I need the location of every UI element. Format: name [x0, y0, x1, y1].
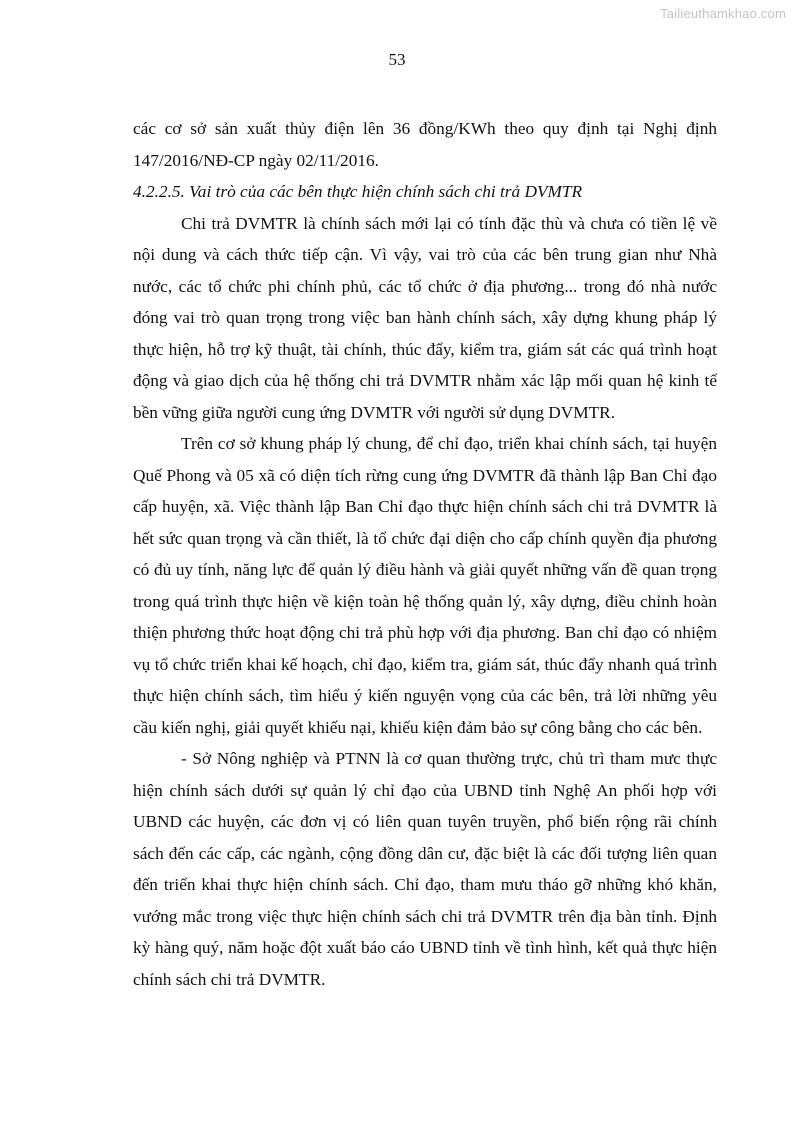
watermark: Tailieuthamkhao.com [660, 6, 786, 21]
paragraph-continuation: các cơ sở sản xuất thủy điện lên 36 đồng/KWh theo quy định tại Nghị định 147/2016/NĐ-CP ngày 02/11/2016. [133, 119, 717, 170]
paragraph-steering-committee: Trên cơ sở khung pháp lý chung, để chỉ đạo, triển khai chính sách, tại huyện Quế Phong và 05 xã có diện tích rừng cung ứng DVMTR đã thành lập Ban Chỉ đạo cấp huyện, xã. Việc thành lập Ban Chỉ đạo thực hiện chính sách chi trả DVMTR là hết sức quan trọng và cần thiết, là tổ chức đại diện cho cấp chính quyền địa phương có đủ uy tính, năng lực để quản lý điều hành và giải quyết những vấn đề quan trọng trong quá trình thực hiện về kiện toàn hệ thống quản lý, xây dựng, điều chỉnh hoàn thiện phương thức hoạt động chi trả phù hợp với địa phương. Ban chỉ đạo có nhiệm vụ tổ chức triển khai kế hoạch, chỉ đạo, kiểm tra, giám sát, thúc đẩy nhanh quá trình thực hiện chính sách, tìm hiểu ý kiến nguyện vọng của các bên, trả lời những yêu cầu kiến nghị, giải quyết khiếu nại, khiếu kiện đảm bảo sự công bằng cho các bên. [133, 434, 717, 737]
document-body [133, 113, 717, 995]
section-heading: 4.2.2.5. Vai trò của các bên thực hiện chính sách chi trả DVMTR [133, 182, 583, 201]
page-number: 53 [388, 50, 406, 69]
paragraph-department-role: - Sở Nông nghiệp và PTNN là cơ quan thường trực, chủ trì tham mưc thực hiện chính sách dưới sự quản lý chỉ đạo của UBND tỉnh Nghệ An phối hợp với UBND các huyện, các đơn vị có liên quan tuyên truyền, phổ biến rộng rãi chính sách đến các cấp, các ngành, cộng đồng dân cư, đặc biệt là các đối tượng liên quan đến triển khai thực hiện chính sách. Chỉ đạo, tham mưu tháo gỡ những khó khăn, vướng mắc trong việc thực hiện chính sách chi trả DVMTR trên địa bàn tỉnh. Định kỳ hàng quý, năm hoặc đột xuất báo cáo UBND tỉnh về tình hình, kết quả thực hiện chính sách chi trả DVMTR. [133, 749, 717, 989]
paragraph-role-overview: Chi trả DVMTR là chính sách mới lại có tính đặc thù và chưa có tiền lệ về nội dung và cách thức tiếp cận. Vì vậy, vai trò của các bên trung gian như Nhà nước, các tổ chức phi chính phủ, các tổ chức ở địa phương... trong đó nhà nước đóng vai trò quan trọng trong việc ban hành chính sách, xây dựng khung pháp lý thực hiện, hỗ trợ kỹ thuật, tài chính, thúc đẩy, kiểm tra, giám sát các quá trình hoạt động và giao dịch của hệ thống chi trả DVMTR nhằm xác lập mối quan hệ kinh tế bền vững giữa người cung ứng DVMTR với người sử dụng DVMTR. [133, 213, 717, 422]
